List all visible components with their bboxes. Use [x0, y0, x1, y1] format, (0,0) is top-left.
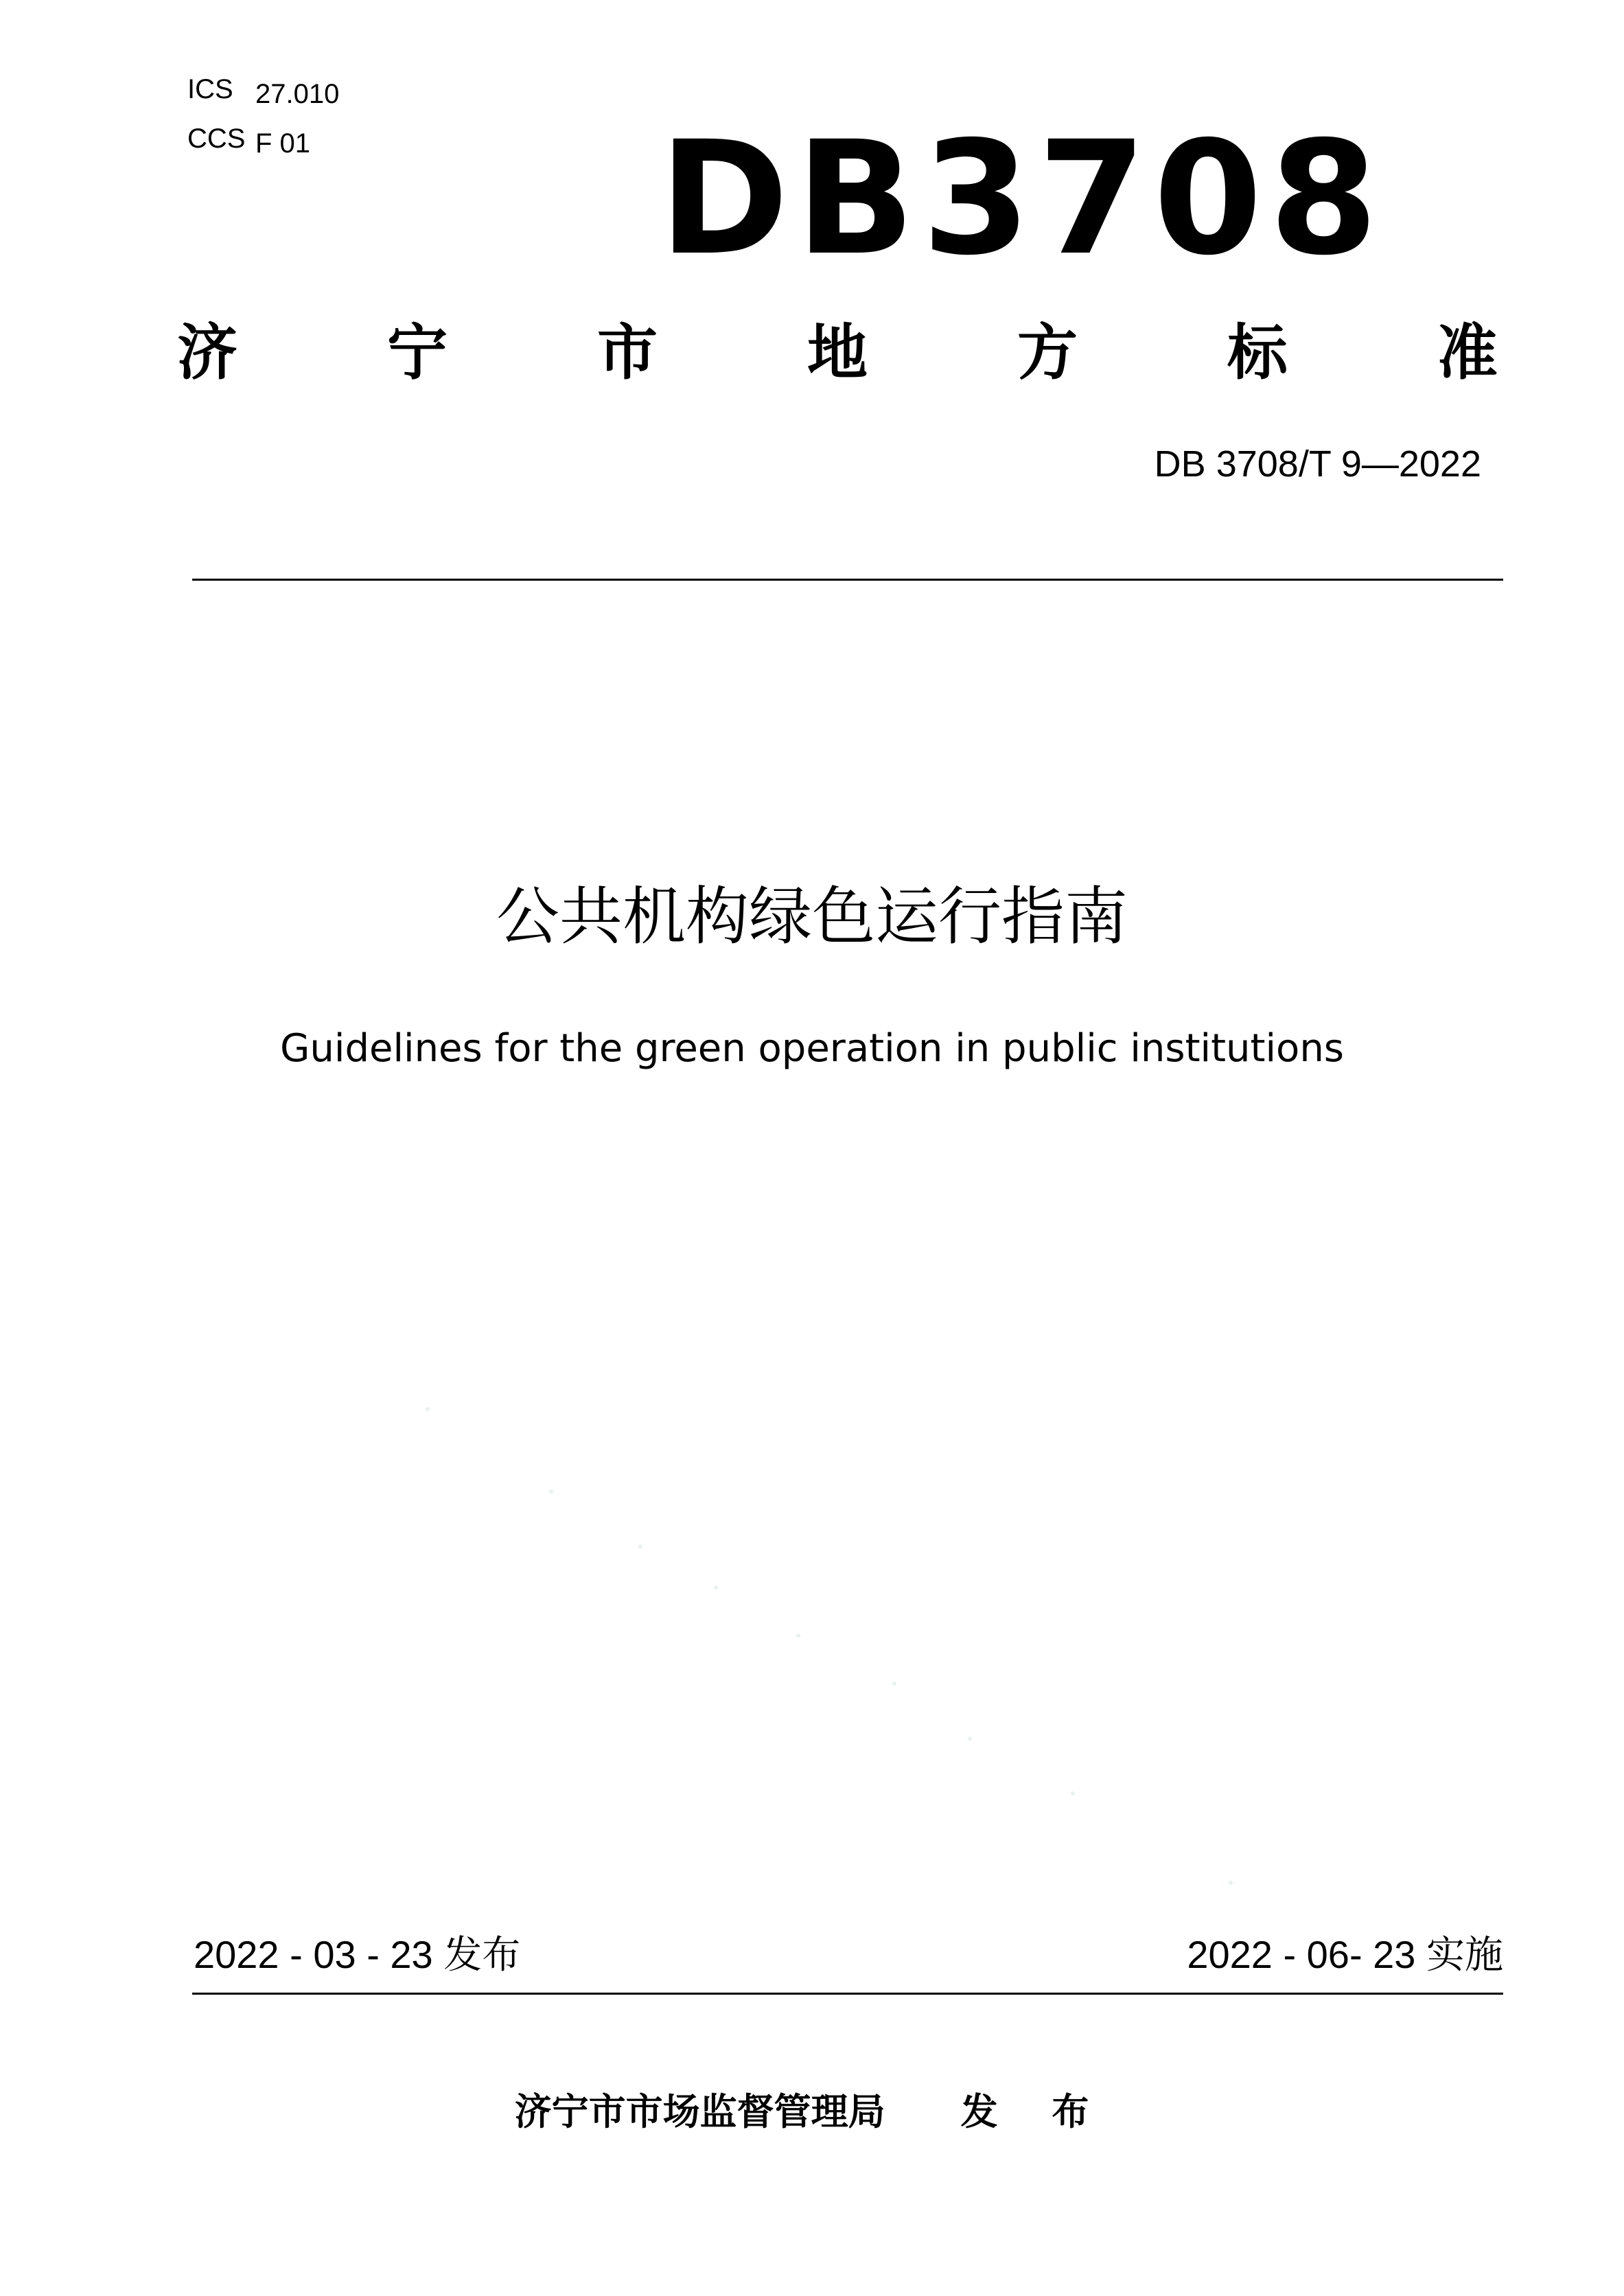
- document-title-zh: 公共机构绿色运行指南: [496, 880, 1128, 953]
- standard-type-char: 地: [807, 317, 868, 388]
- standard-type-char: 准: [1437, 317, 1498, 388]
- scan-speckle: [892, 1682, 896, 1686]
- standard-number: DB 3708/T 9—2022: [1154, 443, 1481, 485]
- standard-type-heading: [177, 317, 1498, 388]
- scan-speckle: [549, 1489, 553, 1494]
- scan-speckle: [1071, 1791, 1075, 1796]
- scan-speckle: [1229, 1881, 1233, 1885]
- standard-type-char: 济: [177, 317, 238, 388]
- standard-type-char: 标: [1227, 317, 1288, 388]
- scan-speckle: [968, 1737, 972, 1741]
- scan-speckle: [638, 1544, 642, 1549]
- issuer-name: 济宁市市场监督管理局: [514, 2090, 885, 2133]
- document-title-en: Guidelines for the green operation in public institutions: [280, 1026, 1344, 1071]
- scan-speckle: [714, 1586, 718, 1590]
- ics-value: 27.010: [255, 79, 340, 109]
- implement-date: 2022 - 06- 23 实施: [1187, 1933, 1503, 1976]
- scan-speckle: [426, 1407, 430, 1411]
- issue-action: 发 布: [960, 2090, 1110, 2133]
- ccs-label: CCS: [187, 124, 246, 154]
- scan-speckle: [796, 1634, 800, 1638]
- date-divider: [192, 1993, 1503, 1995]
- standard-type-char: 宁: [386, 317, 448, 388]
- issuer-line: [0, 2090, 1624, 2133]
- publish-date: 2022 - 03 - 23 发布: [194, 1933, 521, 1976]
- standard-code-logo: DB3708: [659, 107, 1385, 290]
- standard-type-char: 市: [596, 317, 658, 388]
- ccs-value: F 01: [255, 128, 311, 159]
- standard-type-char: 方: [1017, 317, 1078, 388]
- ics-label: ICS: [187, 74, 233, 104]
- header-divider: [192, 579, 1503, 581]
